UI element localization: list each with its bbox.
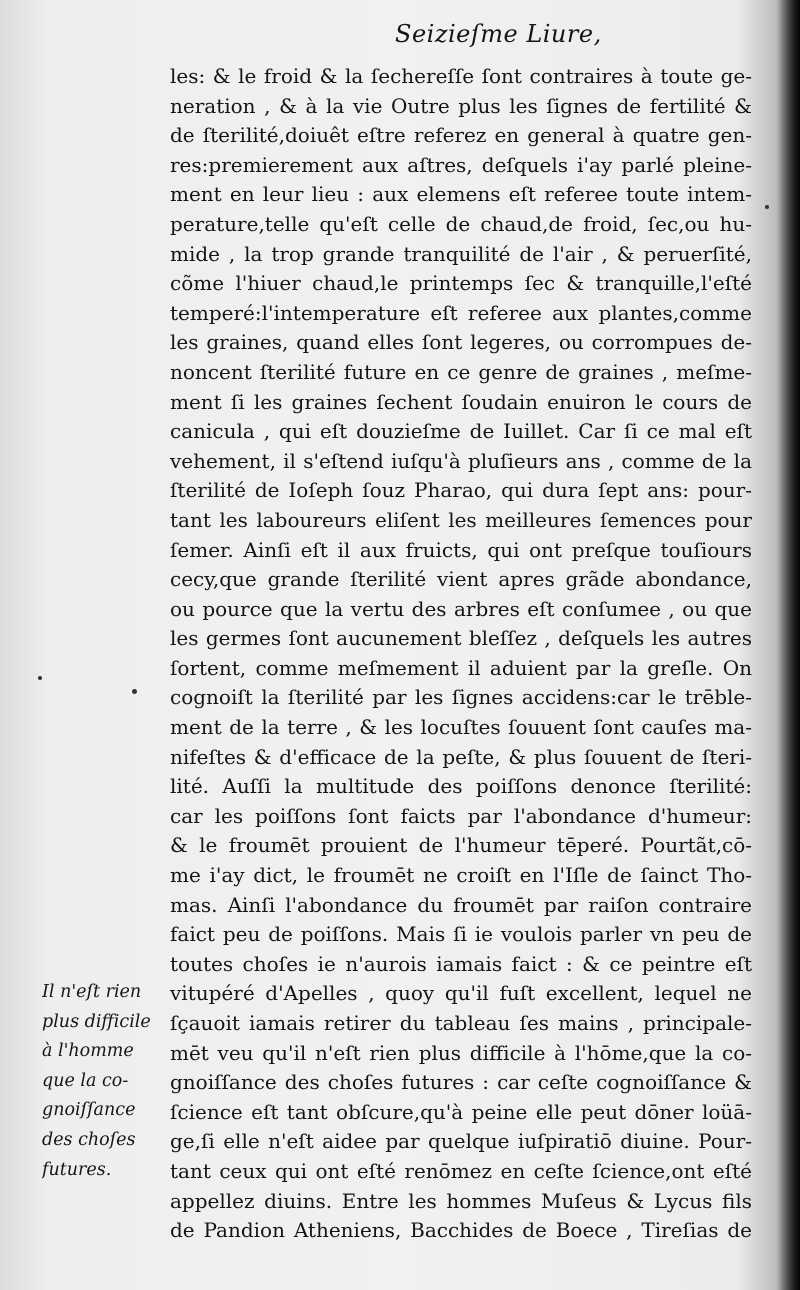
text-line: ment de la terre , & les locuſtes ſouuent ſont cauſes ma- — [170, 715, 752, 740]
text-line: mēt veu qu'il n'eſt rien plus difficile à l'hōme,que la co- — [170, 1040, 752, 1065]
text-line: appellez diuins. Entre les hommes Muſeus & Lycus fils — [170, 1188, 752, 1213]
ink-speck — [132, 689, 137, 694]
text-line: res:premierement aux aſtres, deſquels i'ay parlé pleine- — [170, 152, 752, 177]
margin-note-line: gnoiſſance — [42, 1100, 136, 1121]
margin-note-line: futures. — [42, 1159, 112, 1180]
margin-note-line: des choſes — [42, 1129, 136, 1150]
running-head: Seizieſme Liure, — [395, 20, 602, 48]
text-line: toutes choſes ie n'aurois iamais faict : & ce peintre eſt — [170, 951, 752, 976]
text-line: noncent ſterilité future en ce genre de graines , meſme- — [170, 359, 752, 384]
text-line: car les poiſſons ſont faicts par l'abondance d'humeur: — [170, 803, 752, 828]
text-line: faict peu de poiſſons. Mais ſi ie voulois parler vn peu de — [170, 922, 752, 947]
text-line: ſcience eſt tant obſcure,qu'à peine elle peut dōner loüā- — [170, 1099, 752, 1124]
text-line: ge,ſi elle n'eſt aidee par quelque iuſpiratiō diuine. Pour- — [170, 1129, 752, 1154]
text-line: cecy,que grande ſterilité vient apres grãde abondance, — [170, 567, 752, 592]
text-line: lité. Auſſi la multitude des poiſſons denonce ſterilité: — [170, 774, 752, 799]
gutter-shadow — [778, 0, 800, 1290]
text-line: cognoiſt la ſterilité par les ſignes accidens:car le trēble- — [170, 685, 752, 710]
text-line: ſortent, comme meſmement il aduient par la greſle. On — [170, 655, 752, 680]
text-line: les graines, quand elles ſont legeres, ou corrompues de- — [170, 330, 752, 355]
text-line: neration , & à la vie Outre plus les ſignes de fertilité & — [170, 93, 752, 118]
text-line: ſçauoit iamais retirer du tableau ſes mains , principale- — [170, 1011, 752, 1035]
text-line: mas. Ainſi l'abondance du froumēt par raiſon contraire — [170, 892, 752, 917]
margin-note-line: plus difficile — [42, 1011, 151, 1032]
margin-note — [42, 978, 170, 1185]
body-text — [170, 62, 752, 1246]
text-line: tant les laboureurs eliſent les meilleures ſemences pour — [170, 507, 752, 532]
text-line: mide , la trop grande tranquilité de l'air , & peruerſité, — [170, 241, 752, 266]
text-line: gnoiſſance des choſes futures : car ceſte cognoiſſance & — [170, 1070, 752, 1095]
text-line: de Pandion Atheniens, Bacchides de Boece , Tireſias de — [170, 1218, 752, 1243]
text-line: les: & le froid & la ſechereſſe ſont contraires à toute ge- — [170, 64, 752, 88]
margin-note-line: à l'homme — [42, 1041, 134, 1062]
text-line: ment en leur lieu : aux elemens eſt referee toute intem- — [170, 182, 752, 207]
text-line: perature,telle qu'eſt celle de chaud,de froid, ſec,ou hu- — [170, 211, 752, 236]
text-line: ou pource que la vertu des arbres eſt conſumee , ou que — [170, 596, 752, 621]
text-line: nifeſtes & d'efficace de la peſte, & plus ſouuent de ſteri- — [170, 744, 752, 769]
text-line: & le froumēt prouient de l'humeur tēperé. Pourtãt,cō- — [170, 833, 752, 858]
text-line: de ſterilité,doiuêt eſtre referez en general à quatre gen- — [170, 123, 752, 148]
margin-note-line: Il n'eſt rien — [42, 982, 142, 1002]
text-line: canicula , qui eſt douzieſme de Iuillet. Car ſi ce mal eſt — [170, 419, 752, 444]
text-line: tant ceux qui ont eſté renōmez en ceſte ſcience,ont eſté — [170, 1158, 752, 1183]
text-line: vehement, il s'eſtend iuſqu'à pluſieurs ans , comme de la — [170, 448, 752, 473]
text-line: ſemer. Ainſi eſt il aux fruicts, qui ont preſque touſiours — [170, 537, 752, 562]
text-line: me i'ay dict, le froumēt ne croiſt en l'Iſle de ſainct Tho- — [170, 863, 752, 888]
ink-speck — [38, 676, 42, 680]
text-line: cõme l'hiuer chaud,le printemps ſec & tranquille,l'eſté — [170, 271, 752, 296]
text-line: vitupéré d'Apelles , quoy qu'il fuſt excellent, lequel ne — [170, 981, 752, 1006]
text-line: ment ſi les graines ſechent ſoudain enuiron le cours de — [170, 389, 752, 414]
text-line: ſterilité de Ioſeph ſouz Pharao, qui dura ſept ans: pour- — [170, 478, 752, 503]
text-line: temperé:l'intemperature eſt referee aux plantes,comme — [170, 300, 752, 325]
ink-speck — [765, 205, 769, 209]
margin-note-line: que la co- — [42, 1070, 129, 1091]
text-line: les germes ſont aucunement bleſſez , deſquels les autres — [170, 626, 752, 651]
